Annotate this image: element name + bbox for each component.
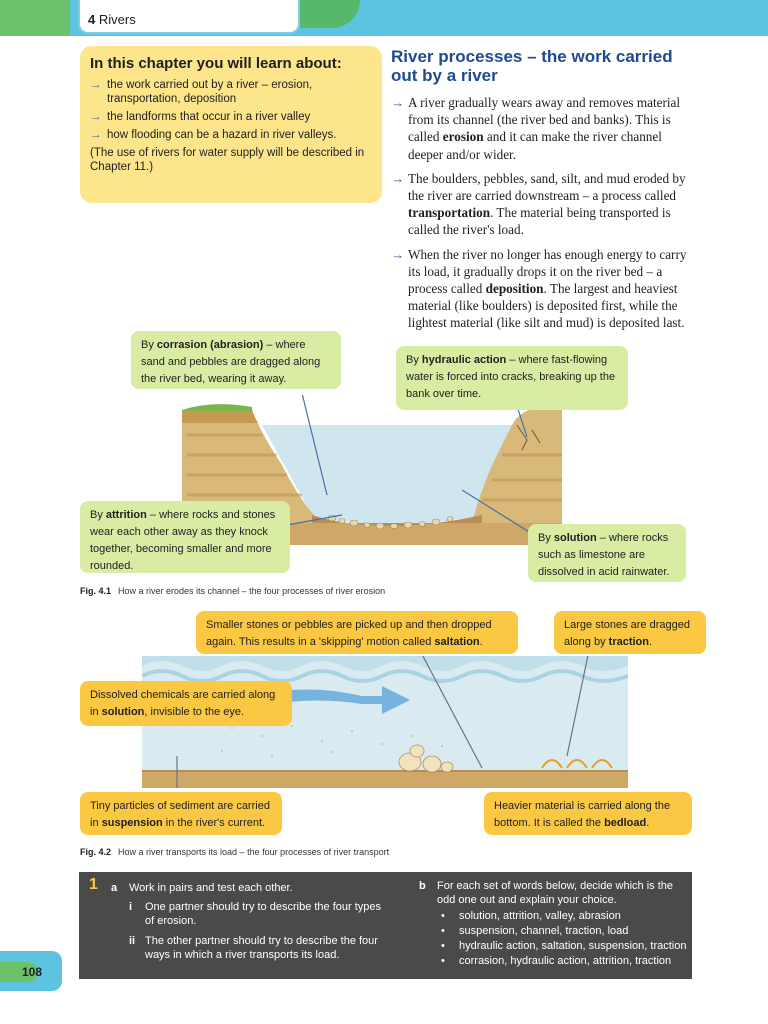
section-title: River processes – the work carried out by a river	[391, 47, 673, 85]
callout-bedload: Heavier material is carried along the bottom. It is called the bedload.	[484, 792, 692, 835]
activity-b-item: • hydraulic action, saltation, suspension, traction	[437, 939, 687, 954]
activity-b-label: b	[419, 880, 426, 892]
arrow-right-icon: →	[90, 129, 102, 141]
arrow-right-icon: →	[391, 246, 405, 262]
activity-a-ii: ii The other partner should try to describe the four ways in which a river transports its load.	[129, 935, 378, 961]
chapter-heading: 4 Rivers	[88, 12, 136, 27]
process-item-deposition: → When the river no longer has enough energy to carry its load, it gradually drops it on the river bed – a process called deposition. The largest and heaviest material (like boulders) is deposited first, while the lightest material (like silt and mud) is deposited last.	[391, 246, 687, 331]
activity-number: 1	[89, 876, 98, 893]
learn-item: → how flooding can be a hazard in river valleys.	[90, 129, 337, 141]
callout-attrition: By attrition – where rocks and stones wear each other away as they knock together, becoming smaller and more rounded.	[80, 501, 290, 573]
callout-solution-transport: Dissolved chemicals are carried along in solution, invisible to the eye.	[80, 681, 292, 726]
learn-box-title: In this chapter you will learn about:	[90, 55, 342, 72]
learn-note: (The use of rivers for water supply will be described in Chapter 11.)	[90, 147, 365, 173]
activity-b-list	[437, 909, 687, 969]
activity-a-i: i One partner should try to describe the four types of erosion.	[129, 901, 382, 927]
arrow-right-icon: →	[391, 170, 405, 186]
callout-saltation: Smaller stones or pebbles are picked up and then dropped again. This results in a 'skipping' motion called saltation.	[196, 611, 518, 654]
activity-a-text: Work in pairs and test each other.	[129, 882, 293, 894]
activity-a-label: a	[111, 882, 118, 894]
activity-box	[79, 872, 692, 979]
learn-list	[90, 78, 372, 142]
process-item-transportation: → The boulders, pebbles, sand, silt, and mud eroded by the river are carried downstream – a process called transportation. The material being transported is called the river's load.	[391, 170, 686, 238]
learn-item: → the landforms that occur in a river valley	[90, 111, 311, 123]
figure-caption-4-1: Fig. 4.1 How a river erodes its channel – the four processes of river erosion	[80, 586, 386, 596]
learn-box	[80, 46, 382, 203]
activity-b-item: • solution, attrition, valley, abrasion	[437, 909, 687, 924]
header-globe-decoration	[0, 0, 70, 36]
callout-suspension: Tiny particles of sediment are carried in suspension in the river's current.	[80, 792, 282, 835]
arrow-right-icon: →	[90, 111, 102, 123]
callout-hydraulic-action: By hydraulic action – where fast-flowing water is forced into cracks, breaking up the bank over time.	[396, 346, 628, 410]
activity-b-text: For each set of words below, decide which is the odd one out and explain your choice.	[437, 880, 674, 906]
learn-item: → the work carried out by a river – erosion, transportation, deposition	[90, 79, 313, 105]
activity-b-item: • suspension, channel, traction, load	[437, 924, 687, 939]
activity-b-item: • corrasion, hydraulic action, attrition, traction	[437, 954, 687, 969]
callout-corrasion: By corrasion (abrasion) – where sand and pebbles are dragged along the river bed, wearing it away.	[131, 331, 341, 389]
callout-solution-erosion: By solution – where rocks such as limestone are dissolved in acid rainwater.	[528, 524, 686, 582]
process-item-erosion: → A river gradually wears away and removes material from its channel (the river bed and banks). This is called erosion and it can make the river channel deeper and/or wider.	[391, 95, 681, 162]
page-number: 108	[22, 965, 43, 979]
process-list	[391, 94, 693, 339]
arrow-right-icon: →	[391, 95, 405, 110]
callout-traction: Large stones are dragged along by traction.	[554, 611, 706, 654]
arrow-right-icon: →	[90, 79, 102, 91]
figure-caption-4-2: Fig. 4.2 How a river transports its load – the four processes of river transport	[80, 847, 390, 857]
